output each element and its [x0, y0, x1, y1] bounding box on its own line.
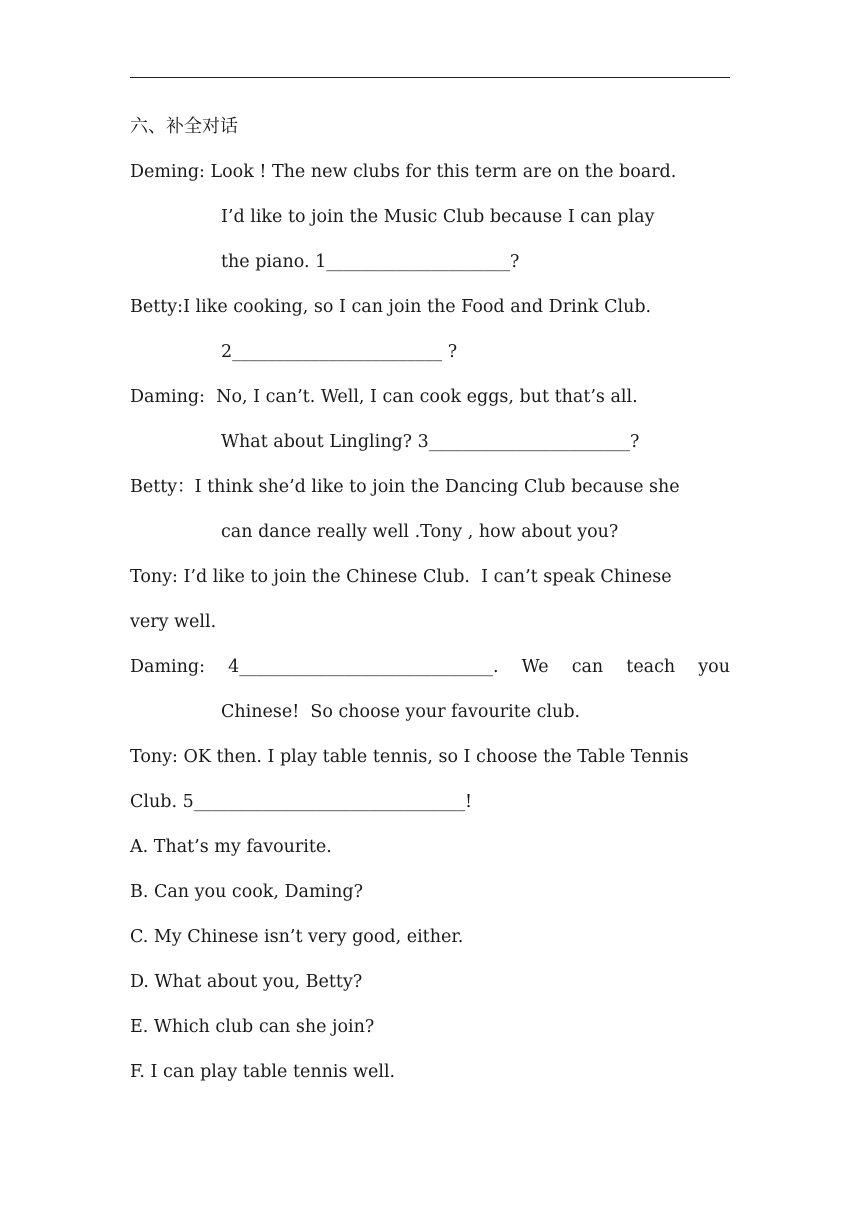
- dialogue-line-8: Betty：I think she’d like to join the Dancing Club because she: [130, 477, 680, 497]
- dialogue-line-9: can dance really well .Tony , how about you?: [221, 522, 619, 542]
- option-e: E. Which club can she join?: [130, 1017, 375, 1037]
- dialogue-line-3: the piano. 1_____________________?: [221, 252, 520, 272]
- word-can: can: [571, 657, 604, 677]
- top-rule: [130, 77, 730, 78]
- dialogue-line-10: Tony: I’d like to join the Chinese Club. I can’t speak Chinese: [130, 567, 672, 587]
- dialogue-line-7: What about Lingling? 3_______________________?: [221, 432, 640, 452]
- dialogue-line-14: Tony: OK then. I play table tennis, so I choose the Table Tennis: [130, 747, 689, 767]
- dialogue-line-6: Daming: No, I can’t. Well, I can cook eggs, but that’s all.: [130, 387, 638, 407]
- blank-4: 4_____________________________.: [228, 657, 499, 677]
- dialogue-line-13: Chinese! So choose your favourite club.: [221, 702, 581, 722]
- dialogue-line-4: Betty:I like cooking, so I can join the Food and Drink Club.: [130, 297, 652, 317]
- option-c: C. My Chinese isn’t very good, either.: [130, 927, 464, 947]
- option-a: A. That’s my favourite.: [130, 837, 332, 857]
- dialogue-line-1: Deming: Look ! The new clubs for this term are on the board.: [130, 162, 677, 182]
- dialogue-line-5: 2________________________ ?: [221, 342, 458, 362]
- word-we: We: [521, 657, 549, 677]
- dialogue-line-12: [130, 656, 730, 678]
- option-b: B. Can you cook, Daming?: [130, 882, 364, 902]
- word-teach: teach: [626, 657, 676, 677]
- word-you: you: [698, 657, 730, 677]
- section-title: 六、补全对话: [130, 116, 238, 137]
- speaker-daming: Daming:: [130, 657, 206, 677]
- option-f: F. I can play table tennis well.: [130, 1062, 396, 1082]
- dialogue-line-2: I’d like to join the Music Club because I can play: [221, 207, 655, 227]
- dialogue-line-15: Club. 5_______________________________!: [130, 792, 473, 812]
- option-d: D. What about you, Betty?: [130, 972, 363, 992]
- dialogue-line-11: very well.: [130, 612, 217, 632]
